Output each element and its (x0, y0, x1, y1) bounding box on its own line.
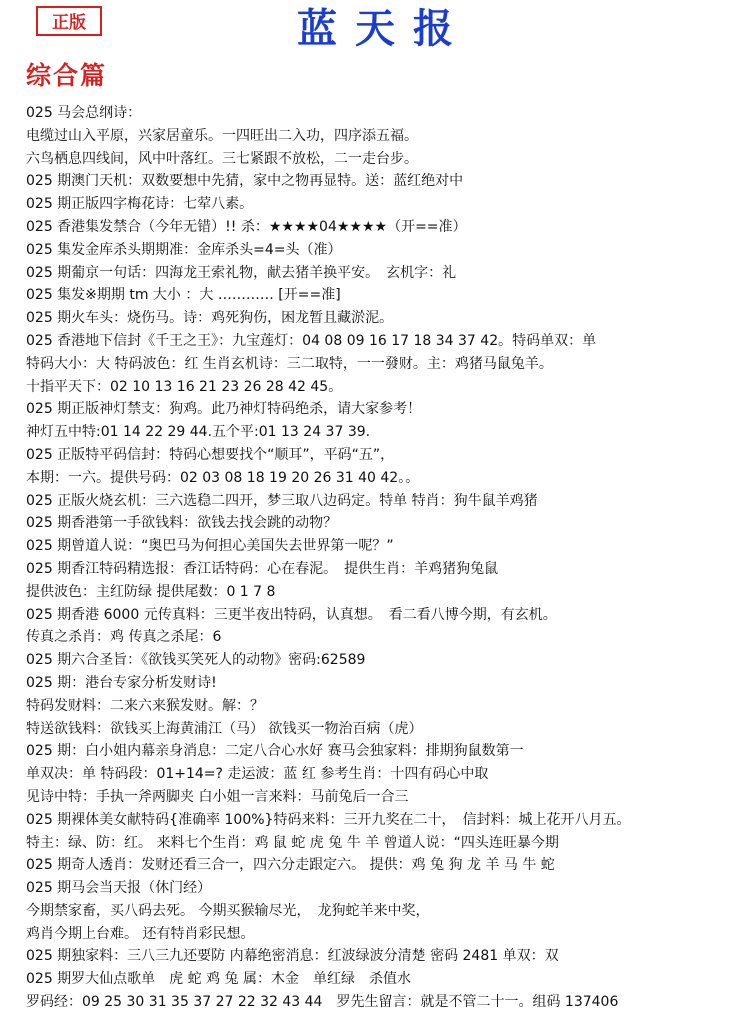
content-line: 特主：绿、防：红。 来料七个生肖：鸡 鼠 蛇 虎 兔 牛 羊 曾道人说：“四头连旺暴今期 (26, 834, 559, 851)
content-line: 025 正版火烧玄机：三六选稳二四开，梦三取八边码定。特单 特肖：狗牛鼠羊鸡猪 (26, 492, 538, 509)
content-line: 025 期六合圣旨：《欲钱买笑死人的动物》密码:62589 (26, 652, 366, 669)
content-line: 025 期正版神灯禁支：狗鸡。此乃神灯特码绝杀，请大家参考！ (26, 401, 422, 418)
content-line: 电缆过山入平原，兴家居童乐。一四旺出二入功，四序添五福。 (26, 127, 418, 144)
content-line: 025 马会总纲诗： (26, 105, 142, 121)
content-line: 单双决：单 特码段：01+14=? 走运波：蓝 红 参考生肖：十四有码心中取 (26, 766, 489, 783)
content-line: 十指平天下：02 10 13 16 21 23 26 28 42 45。 (26, 378, 343, 395)
content-line: 本期：一六。提供号码：02 03 08 18 19 20 26 31 40 42。。 (26, 469, 420, 486)
content-line: 025 期香江特码精选报：香江话特码：心在春泥。 提供生肖：羊鸡猪狗兔鼠 (26, 560, 499, 577)
content-line: 025 期奇人透肖：发财还看三合一，四六分走跟定六。 提供：鸡 兔 狗 龙 羊 马 牛 蛇 (26, 857, 555, 874)
content-line: 025 正版特平码信封：特码心想要找个“顺耳”，平码“五”， (26, 446, 395, 463)
content-line: 025 期香港 6000 元传真料：三更半夜出特码，认真想。 看二看八博今期，有玄机。 (26, 606, 557, 623)
content-line: 罗码经：09 25 30 31 35 37 27 22 32 43 44 罗先生留言：就是不管二十一。组码 137406 (26, 994, 619, 1011)
content-line: 见诗中特：手执一斧两脚夹 白小姐一言来料：马前兔后一合三 (26, 788, 409, 805)
content-line: 025 香港地下信封《千王之王》：九宝莲灯：04 08 09 16 17 18 34 37 42。特码单双：单 (26, 332, 597, 349)
content-line: 提供波色：主红防绿 提供尾数：0 1 7 8 (26, 583, 276, 600)
content-line: 025 集发※期期 tm 大小 ：大 ………… [开==准] (26, 287, 341, 304)
content-line: 025 期马会当天报（休门经） (26, 880, 212, 897)
content-line: 特送欲钱料：欲钱买上海黄浦江（马） 欲钱买一物治百病（虎） (26, 720, 423, 737)
content-line: 025 期正版四字梅花诗：七荤八素。 (26, 196, 254, 213)
content-line: 传真之杀肖：鸡 传真之杀尾：6 (26, 629, 222, 646)
content-body (26, 102, 736, 1014)
content-line: 025 期香港第一手欲钱料：欲钱去找会跳的动物？ (26, 515, 338, 532)
content-line: 025 期：白小姐内幕亲身消息：二定八合心水好 赛马会独家料：排期狗鼠数第一 (26, 743, 524, 760)
section-title: 综合篇 (26, 61, 108, 90)
content-line: 025 期火车头：烧伤马。诗：鸡死狗伤，困龙暂且藏淤泥。 (26, 310, 394, 327)
content-line: 特码发财料：二来六来猴发财。解：？ (26, 697, 264, 714)
content-line: 025 香港集发禁合（今年无错）!! 杀：★★★★04★★★★（开==准） (26, 218, 467, 235)
content-line: 鸡肖今期上台难。 还有特肖彩民想。 (26, 925, 255, 942)
content-line: 025 期独家料：三八三九还要防 内幕绝密消息：红波绿波分清楚 密码 2481 单双：双 (26, 948, 559, 965)
content-line: 025 期葡京一句话：四海龙王索礼物，献去猪羊换平安。 玄机字：礼 (26, 264, 457, 281)
content-line: 六鸟栖息四线间，风中叶落红。三七紧跟不放松，二一走台步。 (26, 150, 418, 167)
page-title: 蓝天报 (297, 5, 471, 52)
content-line: 025 期曾道人说：“奥巴马为何担心美国失去世界第一呢？” (26, 538, 394, 555)
content-line: 神灯五中特:01 14 22 29 44.五个平:01 13 24 37 39. (26, 424, 371, 441)
content-line: 025 集发金库杀头期期准：金库杀头=4=头（准） (26, 241, 342, 258)
content-line: 025 期罗大仙点歌单 虎 蛇 鸡 兔 属：木金 单红绿 杀值水 (26, 971, 411, 988)
edition-badge: 正版 (36, 6, 102, 36)
content-line: 今期禁家畜，买八码去死。 今期买猴输尽光， 龙狗蛇羊来中奖， (26, 902, 430, 919)
content-line: 特码大小：大 特码波色：红 生肖玄机诗：三二取特，一一發财。主：鸡猪马鼠兔羊。 (26, 355, 553, 372)
content-line: 025 期澳门天机：双数要想中先猜，家中之物再显特。送：蓝红绝对中 (26, 173, 464, 190)
content-line: 025 期裸体美女献特码{准确率 100%}特码来料：三开九奖在二十， 信封料：城上花开八月五。 (26, 811, 631, 828)
content-line: 025 期：港台专家分析发财诗! (26, 674, 217, 691)
